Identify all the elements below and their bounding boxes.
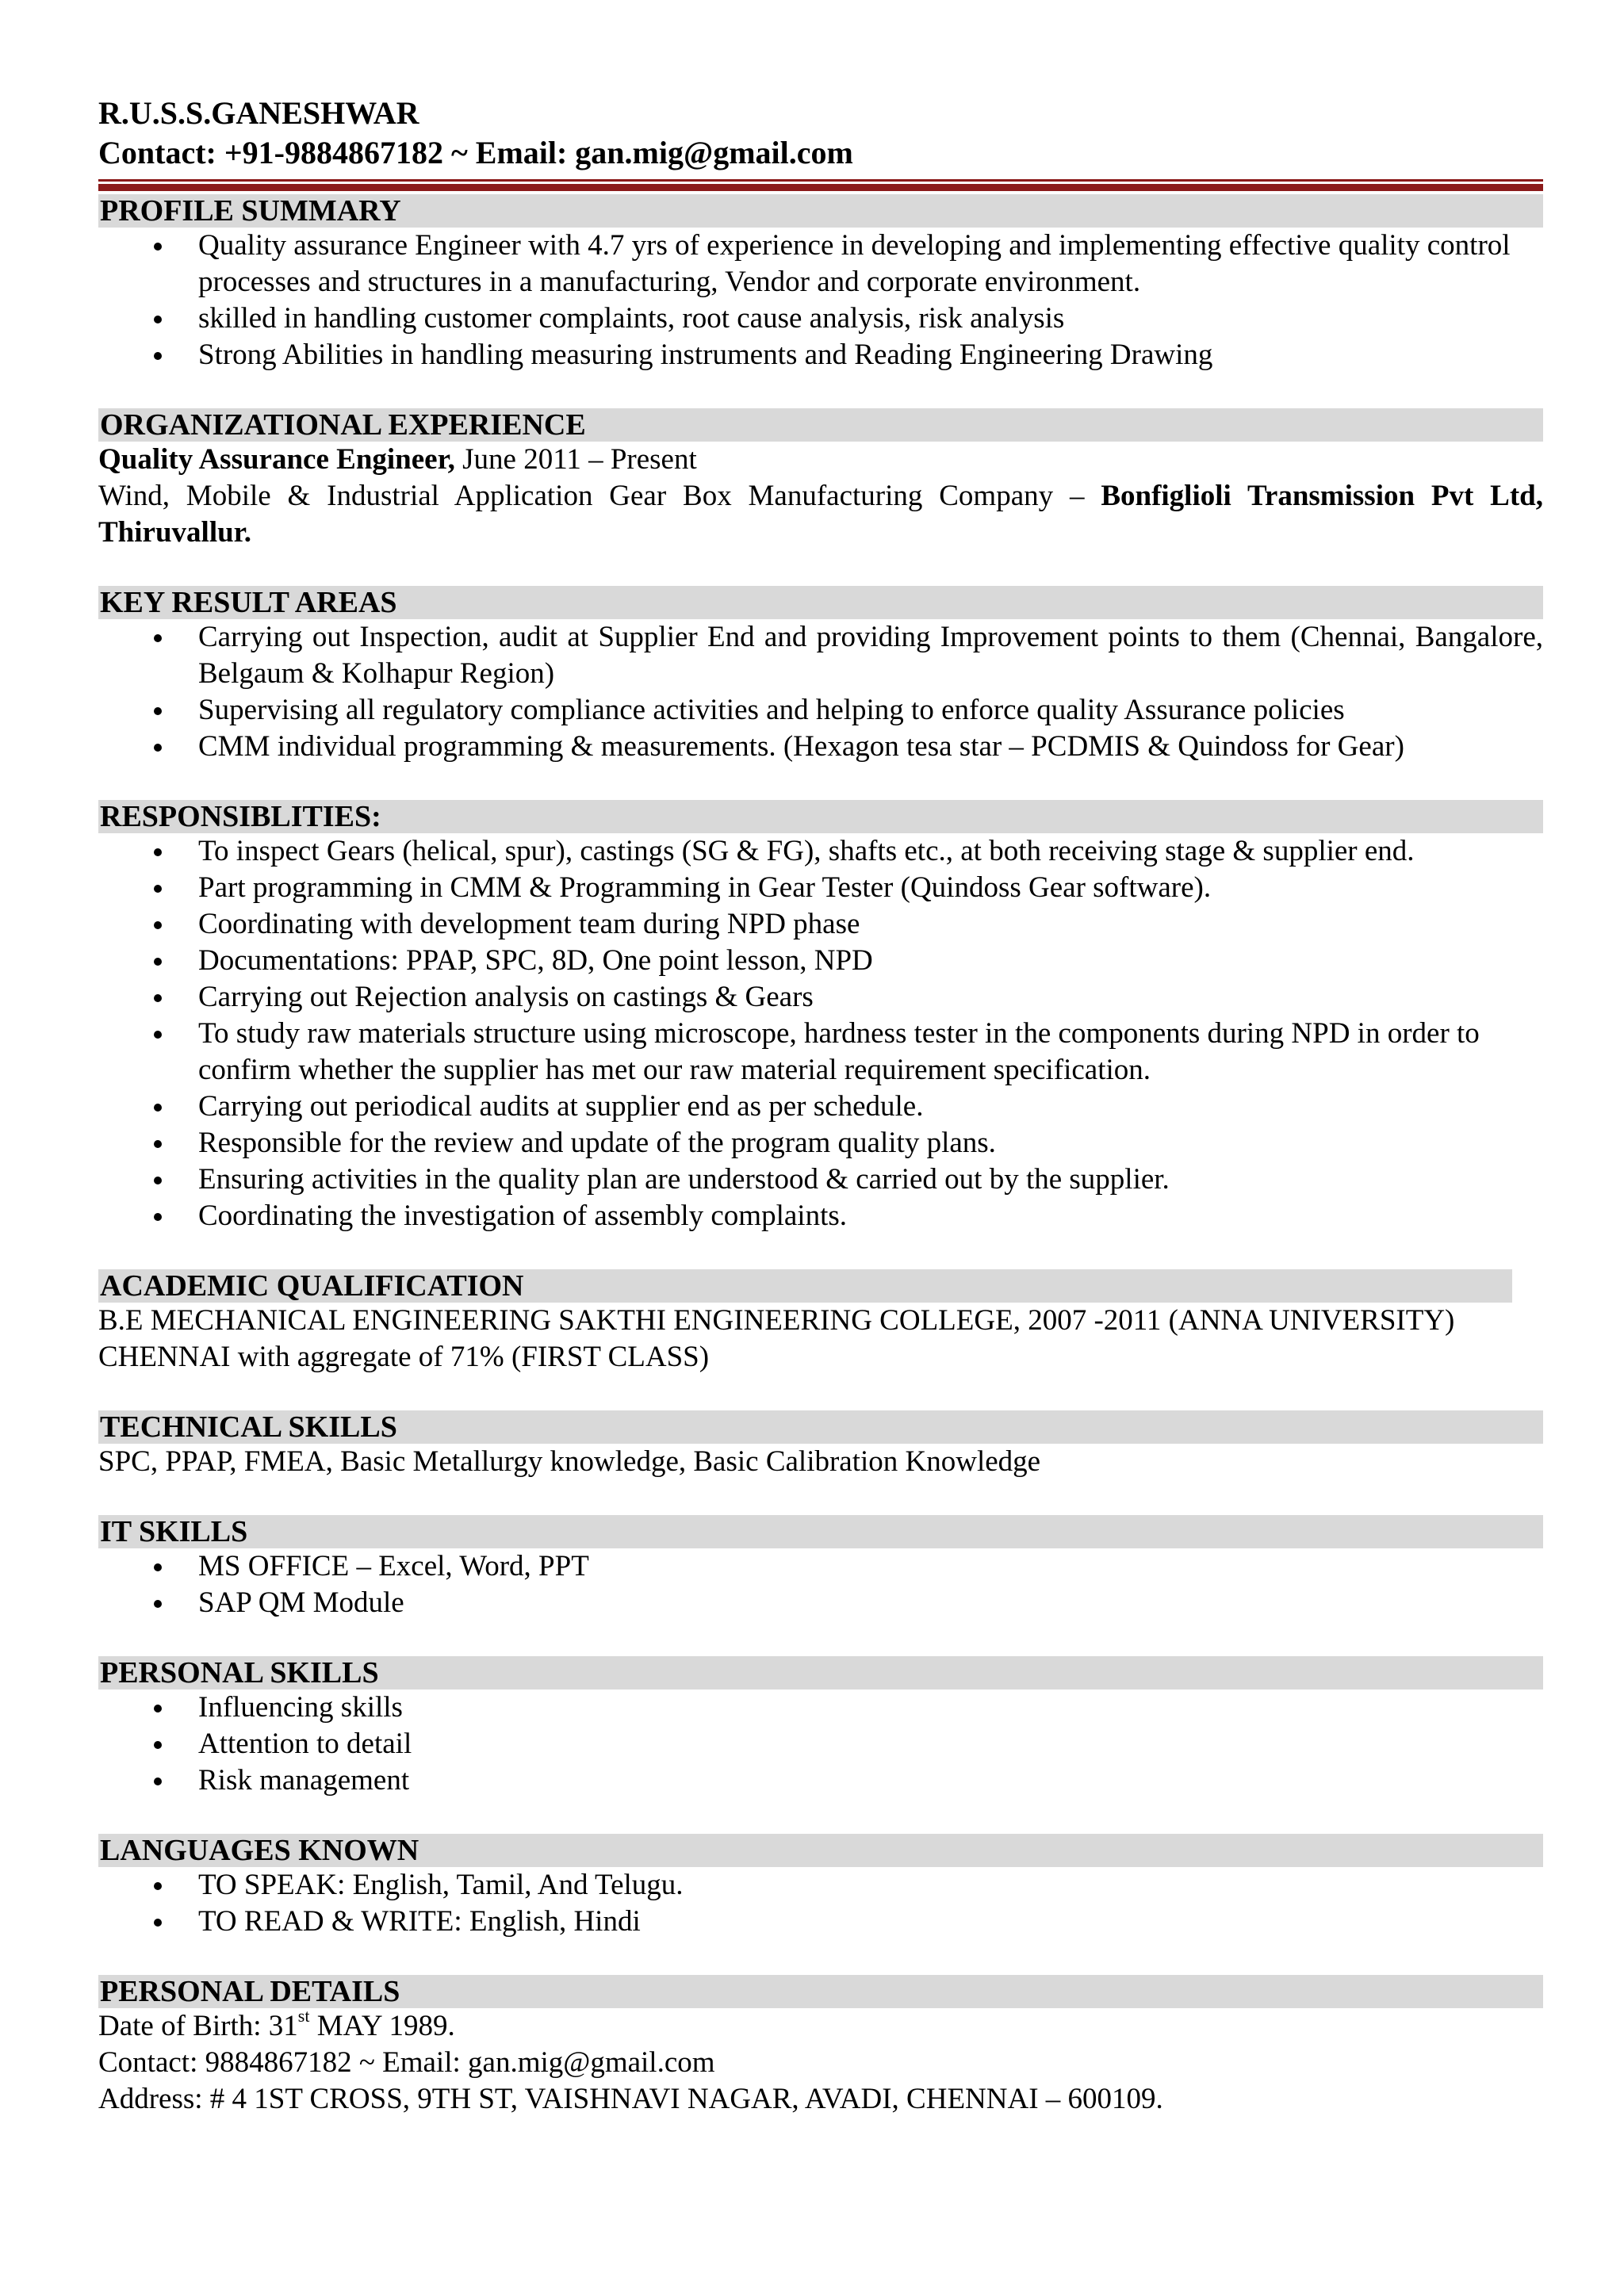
list-item-text: CMM individual programming & measurements. (Hexagon tesa star – PCDMIS & Quindoss for Gear) <box>198 730 1404 763</box>
personal-address: Address: # 4 1ST CROSS, 9TH ST, VAISHNAVI NAGAR, AVADI, CHENNAI – 600109. <box>98 2083 1163 2115</box>
section-heading: LANGUAGES KNOWN <box>98 1834 1543 1867</box>
section-heading: PROFILE SUMMARY <box>98 194 1543 228</box>
bullet-icon <box>154 994 162 1002</box>
list-item-text: Responsible for the review and update of the program quality plans. <box>198 1127 996 1159</box>
list-item-text: Carrying out Rejection analysis on castings & Gears <box>198 981 814 1013</box>
bullet-icon <box>154 634 162 642</box>
list-item <box>98 1125 1543 1161</box>
list-item-text: TO SPEAK: English, Tamil, And Telugu. <box>198 1869 684 1901</box>
it-skills-list <box>98 1548 1543 1621</box>
bullet-icon <box>154 744 162 752</box>
list-item <box>98 1867 1543 1904</box>
bullet-icon <box>154 958 162 966</box>
bullet-icon <box>154 1741 162 1749</box>
list-item-text: Supervising all regulatory compliance activities and helping to enforce quality Assurance policies <box>198 694 1345 726</box>
list-item <box>98 943 1543 979</box>
job-title-line <box>98 442 1543 478</box>
profile-summary-section <box>98 194 1543 373</box>
list-item <box>98 300 1543 337</box>
key-result-areas-section <box>98 586 1543 765</box>
languages-section <box>98 1834 1543 1940</box>
list-item <box>98 1726 1543 1762</box>
list-item <box>98 1089 1543 1125</box>
bullet-icon <box>154 1031 162 1039</box>
list-item <box>98 1198 1543 1234</box>
section-heading: PERSONAL DETAILS <box>98 1975 1543 2008</box>
list-item <box>98 1161 1543 1198</box>
bullet-icon <box>154 316 162 323</box>
bullet-icon <box>154 1140 162 1148</box>
section-heading: RESPONSIBLITIES: <box>98 800 1543 833</box>
bullet-icon <box>154 1919 162 1927</box>
responsibilities-section <box>98 800 1543 1234</box>
section-heading: ORGANIZATIONAL EXPERIENCE <box>98 408 1543 442</box>
section-heading: IT SKILLS <box>98 1515 1543 1548</box>
list-item <box>98 1762 1543 1799</box>
bullet-icon <box>154 1104 162 1112</box>
list-item <box>98 692 1543 729</box>
list-item <box>98 979 1543 1016</box>
list-item <box>98 619 1543 692</box>
list-item-text: TO READ & WRITE: English, Hindi <box>198 1905 641 1938</box>
list-item-text: SAP QM Module <box>198 1586 404 1619</box>
list-item-text: Documentations: PPAP, SPC, 8D, One point lesson, NPD <box>198 944 873 977</box>
list-item <box>98 1585 1543 1621</box>
resume-content <box>98 94 1543 2118</box>
job-role: Quality Assurance Engineer, <box>98 443 455 476</box>
date-of-birth <box>98 2005 1543 2045</box>
list-item-text: Risk management <box>198 1764 410 1797</box>
it-skills-section <box>98 1515 1543 1621</box>
list-item-text: Part programming in CMM & Programming in Gear Tester (Quindoss Gear software). <box>198 871 1212 904</box>
bullet-icon <box>154 352 162 360</box>
personal-skills-section <box>98 1656 1543 1799</box>
list-item-text: To study raw materials structure using microscope, hardness tester in the components during NPD in order to confirm whether the supplier has met our raw material requirement specification. <box>198 1017 1480 1086</box>
section-heading: KEY RESULT AREAS <box>98 586 1543 619</box>
list-item-text: Quality assurance Engineer with 4.7 yrs of experience in developing and implementing effective quality control processes and structures in a manufacturing, Vendor and corporate environment. <box>198 229 1511 298</box>
list-item-text: Carrying out Inspection, audit at Supplier End and providing Improvement points to them (Chennai, Bangalore, Belgaum & Kolhapur Region) <box>198 621 1543 690</box>
bullet-icon <box>154 1213 162 1221</box>
company-name: Bonfiglioli Transmission Pvt Ltd, Thiruvallur. <box>98 480 1543 549</box>
academic-line-2: CHENNAI with aggregate of 71% (FIRST CLASS) <box>98 1341 710 1373</box>
academic-line-1: B.E MECHANICAL ENGINEERING SAKTHI ENGINEERING COLLEGE, 2007 -2011 (ANNA UNIVERSITY) <box>98 1304 1455 1337</box>
list-item <box>98 337 1543 373</box>
dob-ordinal: st <box>297 2005 310 2026</box>
key-result-areas-list <box>98 619 1543 765</box>
bullet-icon <box>154 885 162 893</box>
list-item <box>98 833 1543 870</box>
experience-section <box>98 408 1543 551</box>
list-item-text: Carrying out periodical audits at supplier end as per schedule. <box>198 1090 924 1123</box>
list-item <box>98 1689 1543 1726</box>
company-description: Wind, Mobile & Industrial Application Gear Box Manufacturing Company – <box>98 480 1101 512</box>
languages-list <box>98 1867 1543 1940</box>
bullet-icon <box>154 1777 162 1785</box>
list-item <box>98 729 1543 765</box>
technical-skills-section <box>98 1410 1543 1480</box>
list-item <box>98 870 1543 906</box>
bullet-icon <box>154 707 162 715</box>
candidate-name: R.U.S.S.GANESHWAR <box>98 95 419 131</box>
dob-rest: MAY 1989. <box>309 2010 455 2042</box>
list-item-text: Ensuring activities in the quality plan are understood & carried out by the supplier. <box>198 1163 1170 1196</box>
header-rule-thick <box>98 184 1543 191</box>
bullet-icon <box>154 1600 162 1608</box>
bullet-icon <box>154 848 162 856</box>
personal-contact: Contact: 9884867182 ~ Email: gan.mig@gmail.com <box>98 2046 715 2079</box>
bullet-icon <box>154 1563 162 1571</box>
bullet-icon <box>154 243 162 251</box>
list-item-text: Coordinating with development team during NPD phase <box>198 908 860 940</box>
list-item <box>98 1904 1543 1940</box>
list-item-text: Coordinating the investigation of assembly complaints. <box>198 1200 847 1232</box>
responsibilities-list <box>98 833 1543 1234</box>
list-item <box>98 906 1543 943</box>
header-rule-thin <box>98 179 1543 182</box>
section-heading: PERSONAL SKILLS <box>98 1656 1543 1689</box>
section-heading: ACADEMIC QUALIFICATION <box>98 1269 1512 1303</box>
profile-summary-list <box>98 228 1543 373</box>
list-item-text: skilled in handling customer complaints, root cause analysis, risk analysis <box>198 302 1065 335</box>
list-item <box>98 1016 1543 1089</box>
company-line <box>98 478 1543 551</box>
dob-label: Date of Birth: 31 <box>98 2010 298 2042</box>
academic-section <box>98 1269 1543 1376</box>
list-item-text: Attention to detail <box>198 1728 412 1760</box>
bullet-icon <box>154 1705 162 1712</box>
list-item-text: Influencing skills <box>198 1691 403 1724</box>
technical-skills-text: SPC, PPAP, FMEA, Basic Metallurgy knowledge, Basic Calibration Knowledge <box>98 1445 1041 1478</box>
bullet-icon <box>154 921 162 929</box>
personal-details-section <box>98 1975 1543 2118</box>
list-item-text: To inspect Gears (helical, spur), castings (SG & FG), shafts etc., at both receiving stage & supplier end. <box>198 835 1415 867</box>
personal-skills-list <box>98 1689 1543 1799</box>
list-item <box>98 1548 1543 1585</box>
section-heading: TECHNICAL SKILLS <box>98 1410 1543 1444</box>
header-contact: Contact: +91-9884867182 ~ Email: gan.mig@gmail.com <box>98 135 853 170</box>
list-item <box>98 228 1543 300</box>
bullet-icon <box>154 1177 162 1184</box>
job-period: June 2011 – Present <box>454 443 697 476</box>
list-item-text: Strong Abilities in handling measuring instruments and Reading Engineering Drawing <box>198 339 1213 371</box>
bullet-icon <box>154 1882 162 1890</box>
list-item-text: MS OFFICE – Excel, Word, PPT <box>198 1550 589 1582</box>
